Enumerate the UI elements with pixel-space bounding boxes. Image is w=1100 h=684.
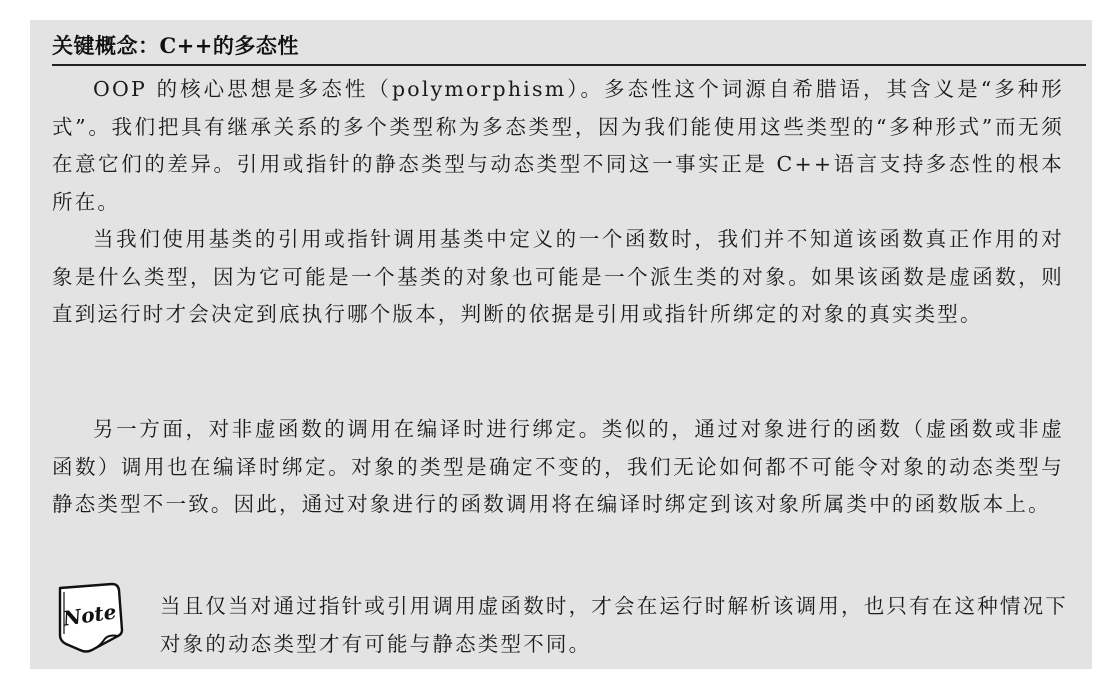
box-title: 关键概念：C++的多态性	[52, 33, 299, 58]
note-icon	[52, 578, 132, 658]
title-underline	[52, 64, 1086, 66]
note-text: 当且仅当对通过指针或引用调用虚函数时，才会在运行时解析该调用，也只有在这种情况下对象的动态类型才有可能与静态类型不同。	[160, 594, 1068, 656]
paragraph-1: OOP 的核心思想是多态性（polymorphism）。多态性这个词源自希腊语，其含义是“多种形式”。我们把具有继承关系的多个类型称为多态类型，因为我们能使用这些类型的“多种形式”而无须在意它们的差异。引用或指针的静态类型与动态类型不同这一事实正是 C++语言支持多态性的根本所在。	[52, 77, 1064, 214]
note-icon-label: Note	[61, 599, 118, 631]
key-concept-box	[30, 20, 1092, 669]
paragraph-3: 另一方面，对非虚函数的调用在编译时进行绑定。类似的，通过对象进行的函数（虚函数或非虚函数）调用也在编译时绑定。对象的类型是确定不变的，我们无论如何都不可能令对象的动态类型与静态类型不一致。因此，通过对象进行的函数调用将在编译时绑定到该对象所属类中的函数版本上。	[52, 417, 1064, 516]
paragraph-2: 当我们使用基类的引用或指针调用基类中定义的一个函数时，我们并不知道该函数真正作用的对象是什么类型，因为它可能是一个基类的对象也可能是一个派生类的对象。如果该函数是虚函数，则直到运行时才会决定到底执行哪个版本，判断的依据是引用或指针所绑定的对象的真实类型。	[52, 227, 1064, 326]
